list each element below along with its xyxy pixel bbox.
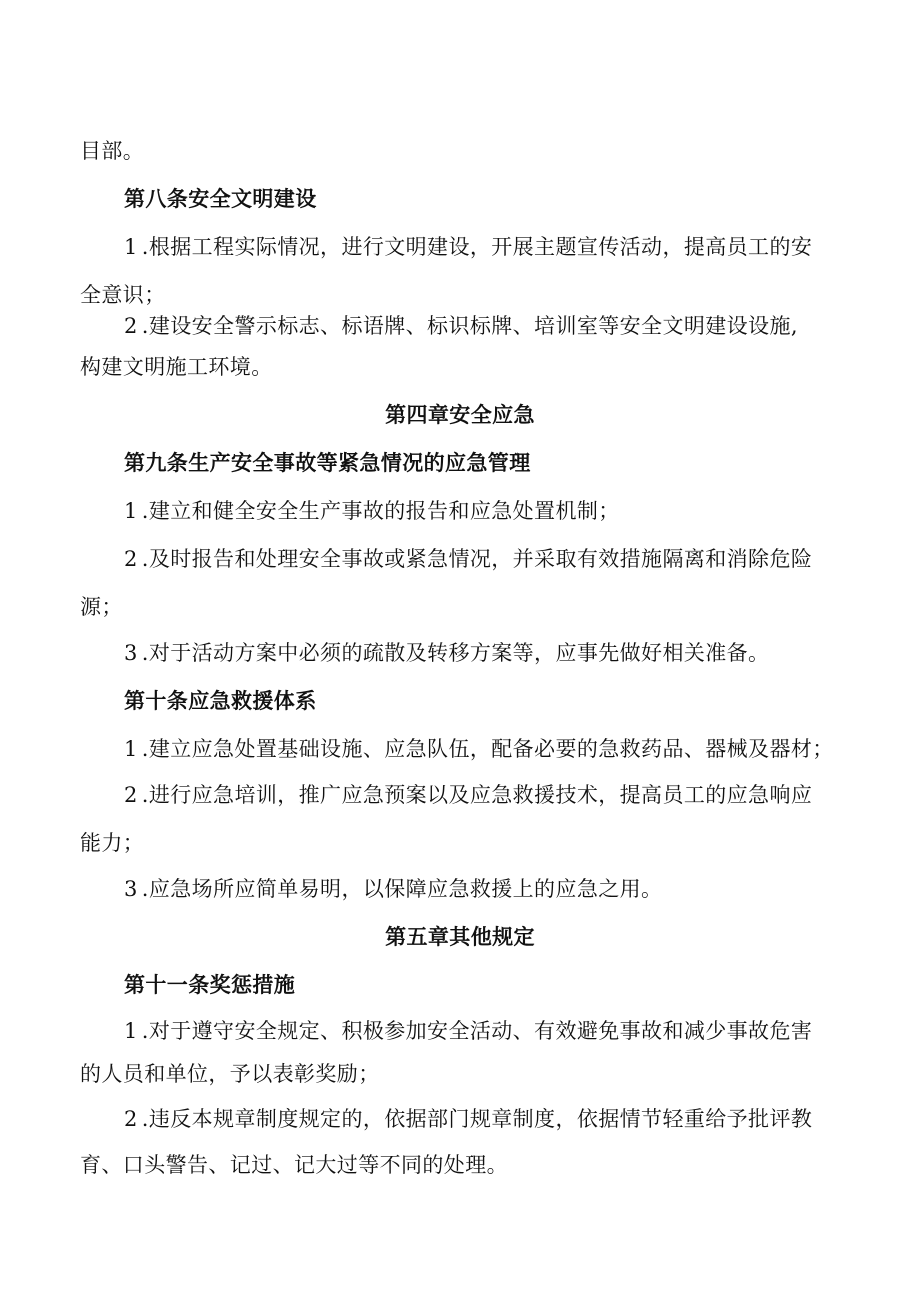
item-number: 2 xyxy=(124,1107,138,1131)
article-11-item-2-continuation: 育、口头警告、记过、记大过等不同的处理。 xyxy=(80,1153,508,1177)
article-8-item-1-continuation: 全意识； xyxy=(80,283,166,307)
article-9-title: 第九条生产安全事故等紧急情况的应急管理 xyxy=(124,450,531,475)
item-number: 1 xyxy=(124,737,138,761)
item-text: .建立应急处置基础设施、应急队伍，配备必要的急救药品、器械及器材； xyxy=(141,737,834,761)
article-9-item-1 xyxy=(124,496,620,526)
article-8-item-2-continuation: 构建文明施工环境。 xyxy=(80,355,273,379)
item-text: .应急场所应简单易明，以保障应急救援上的应急之用。 xyxy=(141,877,663,901)
article-8-title: 第八条安全文明建设 xyxy=(124,186,317,211)
article-8-item-1 xyxy=(124,232,812,262)
item-number: 2 xyxy=(124,314,138,338)
article-8-item-2 xyxy=(124,311,798,341)
article-10-item-2 xyxy=(124,780,812,810)
article-11-title: 第十一条奖惩措施 xyxy=(124,972,296,997)
chapter-5-heading: 第五章其他规定 xyxy=(385,924,535,949)
item-text: .建立和健全安全生产事故的报告和应急处置机制； xyxy=(141,499,620,523)
item-text: .根据工程实际情况，进行文明建设，开展主题宣传活动，提高员工的安 xyxy=(141,235,813,259)
item-text: .及时报告和处理安全事故或紧急情况，并采取有效措施隔离和消除危险 xyxy=(141,547,813,571)
article-10-item-3 xyxy=(124,874,662,904)
article-9-item-2-continuation: 源； xyxy=(80,595,123,619)
item-text: .进行应急培训，推广应急预案以及应急救援技术，提高员工的应急响应 xyxy=(141,783,813,807)
item-number: 2 xyxy=(124,547,138,571)
chapter-4-heading: 第四章安全应急 xyxy=(385,402,535,427)
article-9-item-3 xyxy=(124,638,769,668)
item-number: 1 xyxy=(124,235,138,259)
item-text: .对于遵守安全规定、积极参加安全活动、有效避免事故和减少事故危害 xyxy=(141,1019,813,1043)
article-10-title: 第十条应急救援体系 xyxy=(124,688,317,713)
item-number: 3 xyxy=(124,641,138,665)
item-text: .建设安全警示标志、标语牌、标识标牌、培训室等安全文明建设设施, xyxy=(141,314,798,338)
item-text: .违反本规章制度规定的，依据部门规章制度，依据情节轻重给予批评教 xyxy=(141,1107,813,1131)
item-number: 2 xyxy=(124,783,138,807)
article-10-item-1 xyxy=(124,734,834,764)
item-number: 1 xyxy=(124,1019,138,1043)
article-9-item-2 xyxy=(124,544,812,574)
article-11-item-1-continuation: 的人员和单位，予以表彰奖励； xyxy=(80,1062,380,1086)
article-11-item-1 xyxy=(124,1016,812,1046)
article-10-item-2-continuation: 能力； xyxy=(80,831,145,855)
item-number: 1 xyxy=(124,499,138,523)
continuation-text: 目部。 xyxy=(80,139,145,163)
item-number: 3 xyxy=(124,877,138,901)
item-text: .对于活动方案中必须的疏散及转移方案等，应事先做好相关准备。 xyxy=(141,641,770,665)
article-11-item-2 xyxy=(124,1104,812,1134)
